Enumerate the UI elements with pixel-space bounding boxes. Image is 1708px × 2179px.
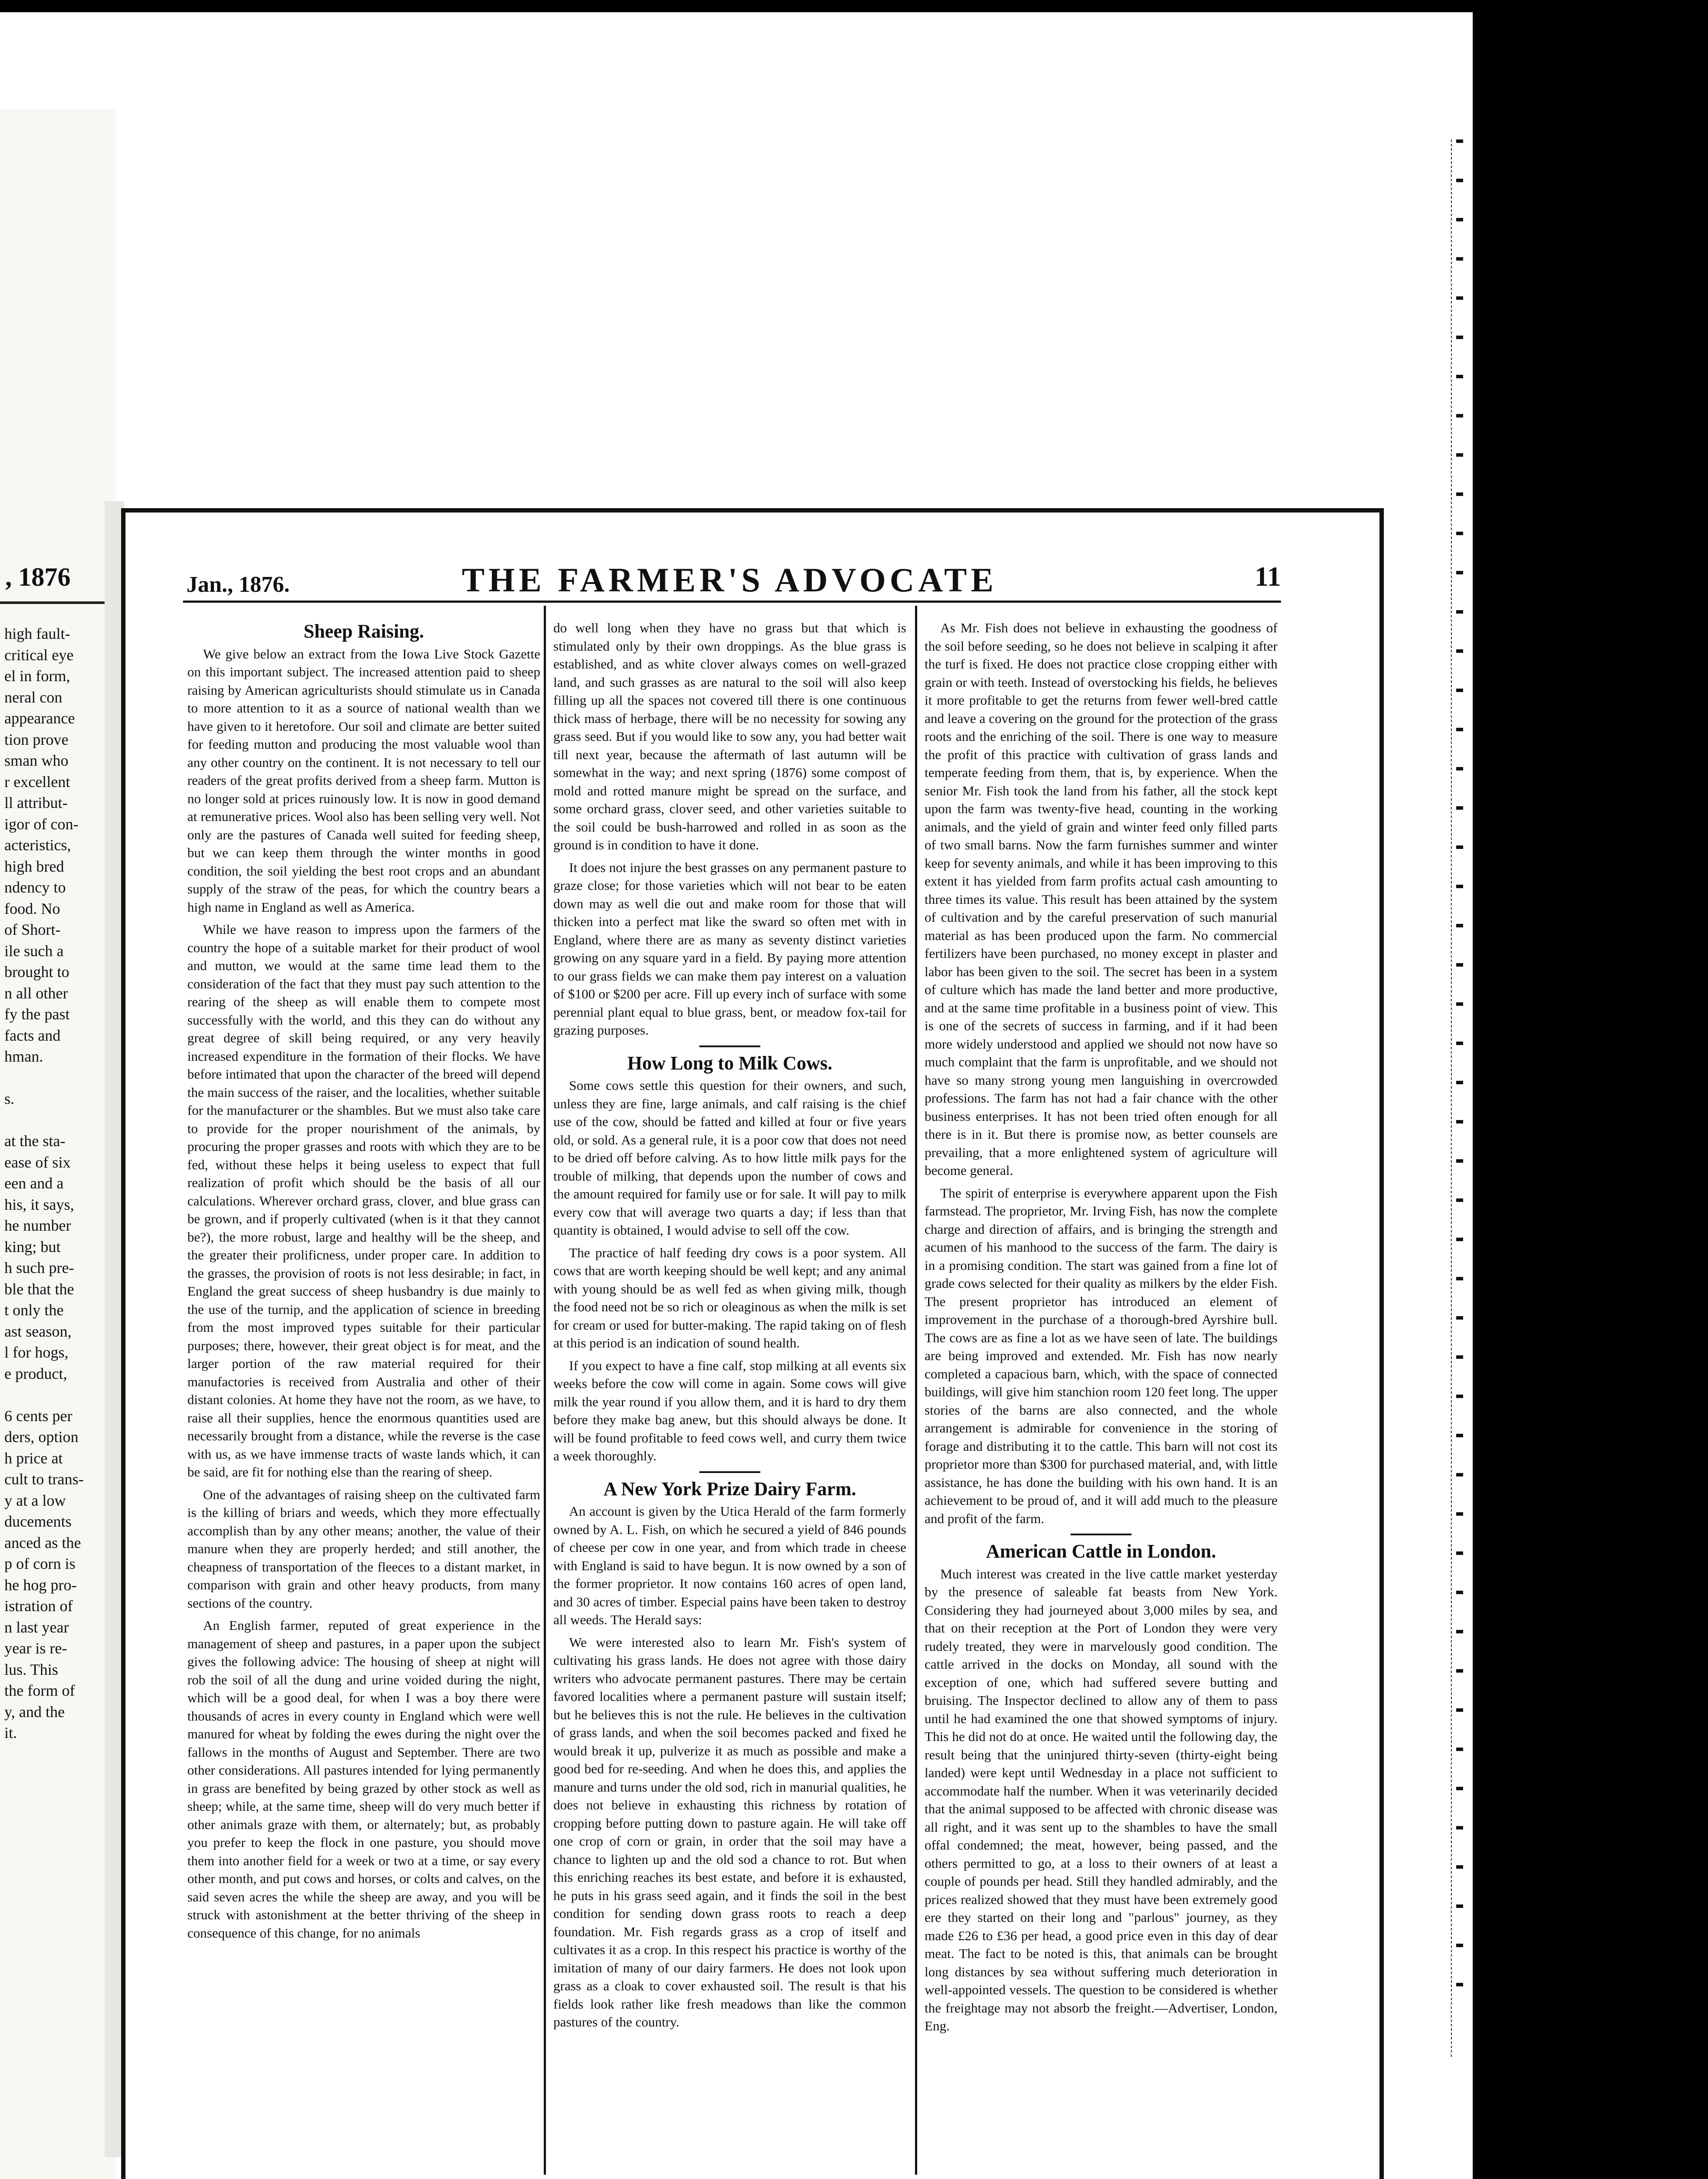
- facing-page-line: igor of con-: [4, 815, 78, 833]
- perforation-mark: [1456, 414, 1463, 417]
- perforation-mark: [1456, 1630, 1463, 1633]
- perforation-mark: [1456, 1238, 1463, 1241]
- masthead: [131, 560, 1281, 600]
- facing-page-line: r excellent: [4, 773, 70, 791]
- paragraph: The practice of half feeding dry cows is a poor system. All cows that are worth keeping should be well kept; and any animal with young should be as well fed as when giving milk, though the food need not be so rich or oleaginous as when the milk is set for cream or used for butter-making. The rapid taking on of flesh at this period is an indication of sound health.: [553, 1245, 906, 1351]
- perforation-mark: [1456, 1002, 1463, 1006]
- facing-page-line: ducements: [4, 1513, 71, 1530]
- perforation-mark: [1456, 453, 1463, 457]
- masthead-rule: [183, 601, 1281, 603]
- perforation-mark: [1456, 1120, 1463, 1123]
- perforation-mark: [1456, 610, 1463, 614]
- paragraph: While we have reason to impress upon the farmers of the country the hope of a suitable market for their product of wool and mutton, we would at the same time lead them to the consideration of the fact that they must pay such attention to the rearing of the sheep as will enable them to compete most successfully with the world, and this they can do without any great degree of skill being required, or any very heavily increased expenditure in the formation of their flocks. We have before intimated that upon the character of the breed will depend the main success of the raiser, and the localities, whether suitable for the manufacturer or the shambles. But we must also take care to provide for the proper nourishment of the animals, by procuring the proper grasses and roots with which they are to be fed, without these helps it being useless to expect that full realization of profit which should be the basis of all our calculations. Wherever orchard grass, clover, and blue grass can be grown, and if properly cultivated (when is it that they cannot be?), the more robust, large and healthy will be the sheep, and the greater their prolificness, under proper care. In addition to the grasses, the provision of roots is not less desirable; in fact, in England the great success of sheep husbandry is due mainly to the use of the turnip, and the application of science in breeding from the most improved types suitable for their particular purposes; there, however, their great object is for meat, and the larger portion of the raw material required for their manufactories is received from Australia and other of their distant colonies. At home they have not the room, as we have, to raise all their supplies, hence the enormous quantities used are necessarily brought from a distance, while the reverse is the case with us, as we have immense tracts of waste lands which, it can be said, are fit for nothing else than the rearing of sheep.: [187, 922, 540, 1480]
- paragraph: One of the advantages of raising sheep on the cultivated farm is the killing of briars and weeds, which they more effectually accomplish than by any other means; another, the value of their manure when they are properly herded; and still another, the cheapness of transportation of the fleeces to a distant market, in comparison with grain and other heavy products, from many sections of the country.: [187, 1487, 540, 1611]
- section-divider: [699, 1045, 760, 1047]
- perforation-mark: [1456, 1944, 1463, 1947]
- facing-page-text: [4, 623, 115, 1744]
- facing-page-line: h such pre-: [4, 1259, 74, 1276]
- perforation-mark: [1456, 689, 1463, 692]
- paragraph: It does not injure the best grasses on any permanent pasture to graze close; for those varieties which will not bear to be eaten down may as well die out and make room for those that will thicken into a perfect mat like the sward so often met with in England, where there are as many as seventy distinct varieties growing on any square yard in a field. By paying more attention to our grass fields we can make them pay interest on a valuation of $100 or $200 per acre. Fill up every inch of surface with some perennial plant equal to blue grass, bent, or meadow fox-tail for grazing purposes.: [553, 859, 906, 1038]
- paragraph: An English farmer, reputed of great experience in the management of sheep and pastures, in a paper upon the subject gives the following advice: The housing of sheep at night will rob the soil of all the dung and urine voided during the night, which will be a good deal, for when I was a boy there were thousands of acres in every county in England which were well manured for wheat by folding the ewes during the night over the fallows in the months of August and September. There are two other considerations. All pastures intended for lying permanently in grass are benefited by being grazed by other stock as well as sheep; while, at the same time, sheep will do very much better if other animals graze with them, or alternately; but, as probably you prefer to keep the flock in one pasture, you should move them into another field for a week or two at a time, or say every other month, and put cows and horses, or colts and calves, on the said seven acres the while the sheep are away, and you will be struck with astonishment at the better thriving of the sheep in consequence of this change, for no animals: [187, 1618, 540, 1941]
- facing-page-date: , 1876: [5, 563, 71, 591]
- section-divider: [1071, 1534, 1132, 1535]
- perforation-mark: [1456, 1198, 1463, 1202]
- perforation-mark: [1456, 924, 1463, 927]
- section-divider: [699, 1471, 760, 1473]
- perforation-mark: [1456, 1081, 1463, 1084]
- facing-page-line: hman.: [4, 1048, 43, 1065]
- facing-page-line: cult to trans-: [4, 1470, 84, 1488]
- facing-page-line: ders, option: [4, 1428, 78, 1446]
- article-title-sheep-raising: Sheep Raising.: [303, 621, 424, 642]
- column-1: [187, 619, 540, 1946]
- perforation-mark: [1456, 1904, 1463, 1908]
- perforation-mark: [1456, 728, 1463, 731]
- article-title-american-cattle: American Cattle in London.: [986, 1541, 1216, 1562]
- column-3: [925, 619, 1278, 2040]
- facing-page-line: [4, 1384, 115, 1405]
- facing-page-line: anced as the: [4, 1534, 81, 1551]
- facing-page-line: t only the: [4, 1301, 64, 1319]
- facing-page-line: p of corn is: [4, 1555, 75, 1572]
- perforation-mark: [1456, 1826, 1463, 1829]
- facing-page-line: ast season,: [4, 1322, 71, 1340]
- scan-border-top: [0, 0, 1708, 12]
- facing-page-line: high bred: [4, 857, 64, 875]
- paragraph: We give below an extract from the Iowa Live Stock Gazette on this important subject. The increased attention paid to sheep raising by American agriculturists should stimulate us in Canada to more attention to it as a source of national wealth than we have given to it heretofore. Our soil and climate are better suited for feeding mutton and producing the most valuable wool than any other country on the continent. It is not necessary to tell our readers of the great profits derived from a sheep farm. Mutton is no longer sold at prices ruinously low. It is now in good demand at remunerative prices. Wool also has been selling very well. Not only are the pastures of Canada well suited for feeding sheep, but we can keep them through the winter months in good condition, the soil yielding the best root crops and an abundant supply of the straw of the peas, for which the country bears a high name in England as well as America.: [187, 646, 540, 915]
- perforation-mark: [1456, 1787, 1463, 1790]
- facing-page-line: he number: [4, 1217, 71, 1234]
- perforation-mark: [1456, 179, 1463, 182]
- facing-page-line: n all other: [4, 984, 68, 1002]
- facing-page-fragment: [0, 109, 115, 2179]
- facing-page-line: ile such a: [4, 942, 64, 960]
- facing-page-line: y at a low: [4, 1491, 66, 1509]
- perforation-mark: [1456, 296, 1463, 300]
- facing-page-line: 6 cents per: [4, 1407, 72, 1425]
- perforation-mark: [1456, 571, 1463, 574]
- facing-page-line: his, it says,: [4, 1195, 75, 1213]
- facing-page-line: [4, 1110, 115, 1131]
- paragraph: do well long when they have no grass but that which is stimulated only by their own droppings. As the blue grass is established, and as white clover always comes on well-grazed land, and such grasses as are natural to the soil will also keep filling up all the spaces not covered till there is one continuous thick mass of herbage, there will be no necessity for sowing any grass seed. But if you would like to sow any, you had better wait till next year, because the aftermath of last autumn will be somewhat in the way; and next spring (1876) some compost of mold and rotted manure might be spread on the surface, and some orchard grass, clover seed, and other varieties suitable to the soil could be bush-harrowed and rolled in as soon as the ground is in condition to have it done.: [553, 620, 906, 852]
- facing-page-line: it.: [4, 1724, 17, 1741]
- perforation-mark: [1456, 1748, 1463, 1751]
- perforation-mark: [1456, 336, 1463, 339]
- scan-border-right: [1473, 0, 1708, 2179]
- perforation-mark: [1456, 1355, 1463, 1359]
- facing-page-line: ble that the: [4, 1280, 74, 1298]
- column-rule-2: [915, 606, 917, 2175]
- facing-page-line: king; but: [4, 1238, 61, 1256]
- facing-page-rule: [0, 601, 109, 604]
- perforation-mark: [1456, 845, 1463, 849]
- facing-page-line: sman who: [4, 752, 68, 769]
- perforation-mark: [1456, 1277, 1463, 1280]
- perforation-mark: [1456, 806, 1463, 810]
- facing-page-line: n last year: [4, 1618, 69, 1636]
- perforation-mark: [1456, 1669, 1463, 1673]
- facing-page-line: of Short-: [4, 921, 61, 938]
- facing-page-line: tion prove: [4, 730, 68, 748]
- facing-page-line: year is re-: [4, 1639, 67, 1657]
- facing-page-line: at the sta-: [4, 1132, 65, 1150]
- perforation-mark: [1456, 1591, 1463, 1594]
- facing-page-line: facts and: [4, 1026, 61, 1044]
- column-2: [553, 619, 906, 2036]
- article-title-dairy-farm: A New York Prize Dairy Farm.: [603, 1478, 856, 1500]
- side-tab-edge: [1451, 139, 1467, 2057]
- facing-page-line: istration of: [4, 1597, 73, 1615]
- paragraph: The spirit of enterprise is everywhere apparent upon the Fish farmstead. The proprietor, Mr. Irving Fish, has now the complete charge and direction of affairs, and is bringing the strength and acumen of his manhood to the success of the farm. The dairy is in a promising condition. The start was gained from a fine lot of grade cows selected for their quality as milkers by the elder Fish. The present proprietor has introduced an element of improvement in the purchase of a thorough-bred Ayrshire bull. The cows are as fine a lot as we have seen of late. The buildings are being improved and extended. Mr. Fish has now nearly completed a capacious barn, which, with the space of connected buildings, will give him stanchion room 120 feet long. The upper stories of the barns are also connected, and the whole arrangement is admirable for convenience in the storing of forage and distributing it to the cattle. This barn will not cost its proprietor more than $300 for purchased material, and, with little assistance, he has done the building with his own hand. It is an achievement to be proud of, and it will add much to the pleasure and profit of the farm.: [925, 1185, 1278, 1526]
- newspaper-title: THE FARMER'S ADVOCATE: [462, 561, 997, 599]
- facing-page-line: e product,: [4, 1364, 67, 1382]
- perforation-mark: [1456, 963, 1463, 967]
- perforation-mark: [1456, 1434, 1463, 1437]
- facing-page-line: een and a: [4, 1174, 64, 1192]
- paragraph: We were interested also to learn Mr. Fish's system of cultivating his grass lands. He does not agree with those dairy writers who advocate permanent pastures. There may be certain favored localities where a permanent pasture will sustain itself; but he believes this is not the rule. He believes in the cultivation of grass lands, and when the soil becomes packed and fixed he would break it up, pulverize it as much as possible and make a good bed for re-seeding. And when he does this, and applies the manure and turns under the old sod, rich in manurial qualities, he does not believe in exhausting this richness by rotation of cropping before putting down to pasture again. He will take off one crop of corn or grain, in order that the soil may have a chance to lighten up and the old sod a chance to rot. But when this enriching reaches its best estate, and before it is exhausted, he puts in his grass seed again, and it finds the soil in the best condition for sending down grass roots to reach a deep foundation. Mr. Fish regards grass as a crop of itself and cultivates it as a crop. In this respect his practice is worthy of the imitation of many of our dairy farmers. He does not look upon grass as a cloak to cover exhausted soil. The result is that his fields look rather like fresh meadows than like the common pastures of the country.: [553, 1634, 906, 2030]
- perforation-mark: [1456, 375, 1463, 378]
- column-rule-1: [544, 606, 546, 2175]
- facing-page-line: fy the past: [4, 1005, 70, 1023]
- perforation-mark: [1456, 1395, 1463, 1398]
- facing-page-line: critical eye: [4, 646, 74, 664]
- facing-page-line: l for hogs,: [4, 1344, 68, 1361]
- perforation-mark: [1456, 139, 1463, 143]
- perforation-mark: [1456, 1042, 1463, 1045]
- facing-page-line: high fault-: [4, 625, 70, 642]
- perforation-mark: [1456, 767, 1463, 770]
- facing-page-line: ease of six: [4, 1153, 71, 1171]
- facing-page-line: acteristics,: [4, 836, 71, 854]
- perforation-mark: [1456, 1473, 1463, 1476]
- facing-page-line: neral con: [4, 688, 62, 706]
- perforation-mark: [1456, 1512, 1463, 1516]
- perforation-mark: [1456, 1983, 1463, 1986]
- facing-page-line: [4, 1067, 115, 1089]
- paragraph: Much interest was created in the live cattle market yesterday by the presence of saleable fat beasts from New York. Considering they had journeyed about 3,000 miles by sea, and that on their reception at the Port of London they were very rudely treated, they were in marvelously good condition. The cattle arrived in the docks on Monday, all sound with the exception of one, which had suffered severe butting and bruising. The Inspector declined to allow any of them to pass until he had examined the one that showed symptoms of injury. This he did not do at once. He waited until the following day, the result being that the uninjured thirty-seven (thirty-eight being landed) were kept until Wednesday in a place not sufficient to accommodate half the number. When it was veterinarily decided that the animal supposed to be affected with chronic disease was all right, and it was sent up to the shambles to have the small offal condemned; the meat, however, being passed, and the others permitted to go, at a loss to their owners of at least a couple of pounds per head. Still they handled admirably, and the prices realized showed that they must have been extremely good ere they started on their long and "parlous" journey, as they made £26 to £36 per head, a good price even in this day of dear meat. The fact to be noted is this, that animals can be brought long distances by sea without suffering much deterioration in well-appointed vessels. The question to be considered is whether the freightage may not absorb the freight.—Advertiser, London, Eng.: [925, 1566, 1278, 2033]
- facing-page-line: brought to: [4, 963, 69, 981]
- perforation-mark: [1456, 492, 1463, 496]
- facing-page-line: he hog pro-: [4, 1576, 77, 1594]
- perforation-mark: [1456, 1551, 1463, 1555]
- paragraph: If you expect to have a fine calf, stop milking at all events six weeks before the cow will come in again. Some cows will give milk the year round if you allow them, and it is hard to dry them before they make bag anew, but this should always be done. It will be found profitable to feed cows well, and curry them twice a week thoroughly.: [553, 1358, 906, 1463]
- paragraph: An account is given by the Utica Herald of the farm formerly owned by A. L. Fish, on which he secured a yield of 846 pounds of cheese per cow in one year, and from which trade in cheese with England is said to have begun. It is now owned by a son of the former proprietor. It now contains 160 acres of open land, and 30 acres of timber. Especial pains have been taken to destroy all weeds. The Herald says:: [553, 1504, 906, 1627]
- facing-page-line: the form of: [4, 1682, 75, 1699]
- facing-page-line: s.: [4, 1090, 15, 1107]
- issue-date: Jan., 1876.: [186, 572, 290, 597]
- paragraph: As Mr. Fish does not believe in exhausting the goodness of the soil before seeding, so he does not believe in scalping it after the turf is fixed. He does not practice close cropping either with grain or with teeth. Instead of overstocking his fields, he believes it more profitable to get the returns from fewer well-bred cattle and leave a covering on the ground for the protection of the grass roots and the enriching of the soil. There is one way to measure the profit of this practice with cultivation of grass lands and temperate feeding from them, that is, by experience. When the senior Mr. Fish took the land from his father, all the stock kept upon the farm was twenty-five head, counting in the working animals, and the yield of grain and winter feed only filled parts of two small barns. Now the farm furnishes summer and winter keep for seventy animals, and while it has been improving to this extent it has yielded from farm profits actual cash amounting to three times its value. This result has been attained by the system of cultivation and by the careful preservation of such manurial material as has been produced upon the farm. No commercial fertilizers have been purchased, no money except in plaster and labor has been given to the soil. The secret has been in a system of culture which has made the land better and more productive, and at the same time profitable in a business point of view. This is one of the secrets of success in farming, and if it had been more widely understood and applied we should not now have so much complaint that the farm is unprofitable, and we should not have so many strong young men languishing in overcrowded professions. The farm has not had a fair chance with the other business enterprises. It has not been tried often enough for all there is in it. But there is promise now, as better counsels are prevailing, that a more enlightened system of agriculture will become general.: [925, 620, 1278, 1178]
- facing-page-line: ndency to: [4, 879, 66, 896]
- paragraph: Some cows settle this question for their owners, and such, unless they are fine, large animals, and calf raising is the chief use of the cow, should be fatted and killed at four or five years old, or sold. As a general rule, it is a poor cow that does not need to be dried off before calving. As to how little milk pays for the trouble of milking, that depends upon the number of cows and the amount required for family use or for sale. It will pay to milk every cow that will average two quarts a day; if less than that quantity is obtained, I would advise to sell off the cow.: [553, 1078, 906, 1238]
- facing-page-line: el in form,: [4, 667, 70, 685]
- perforation-mark: [1456, 532, 1463, 535]
- perforation-mark: [1456, 257, 1463, 261]
- perforation-mark: [1456, 1159, 1463, 1163]
- perforation-mark: [1456, 218, 1463, 221]
- facing-page-line: ll attribut-: [4, 794, 68, 811]
- page-number: 11: [1254, 561, 1281, 592]
- facing-page-line: lus. This: [4, 1660, 58, 1678]
- perforation-mark: [1456, 885, 1463, 888]
- article-title-milk-cows: How Long to Milk Cows.: [627, 1052, 833, 1074]
- perforation-mark: [1456, 649, 1463, 653]
- facing-page-line: food. No: [4, 899, 60, 917]
- perforation-mark: [1456, 1316, 1463, 1320]
- facing-page-line: y, and the: [4, 1703, 65, 1721]
- facing-page-line: appearance: [4, 709, 75, 727]
- facing-page-line: h price at: [4, 1449, 63, 1467]
- perforation-mark: [1456, 1865, 1463, 1869]
- perforation-mark: [1456, 1708, 1463, 1712]
